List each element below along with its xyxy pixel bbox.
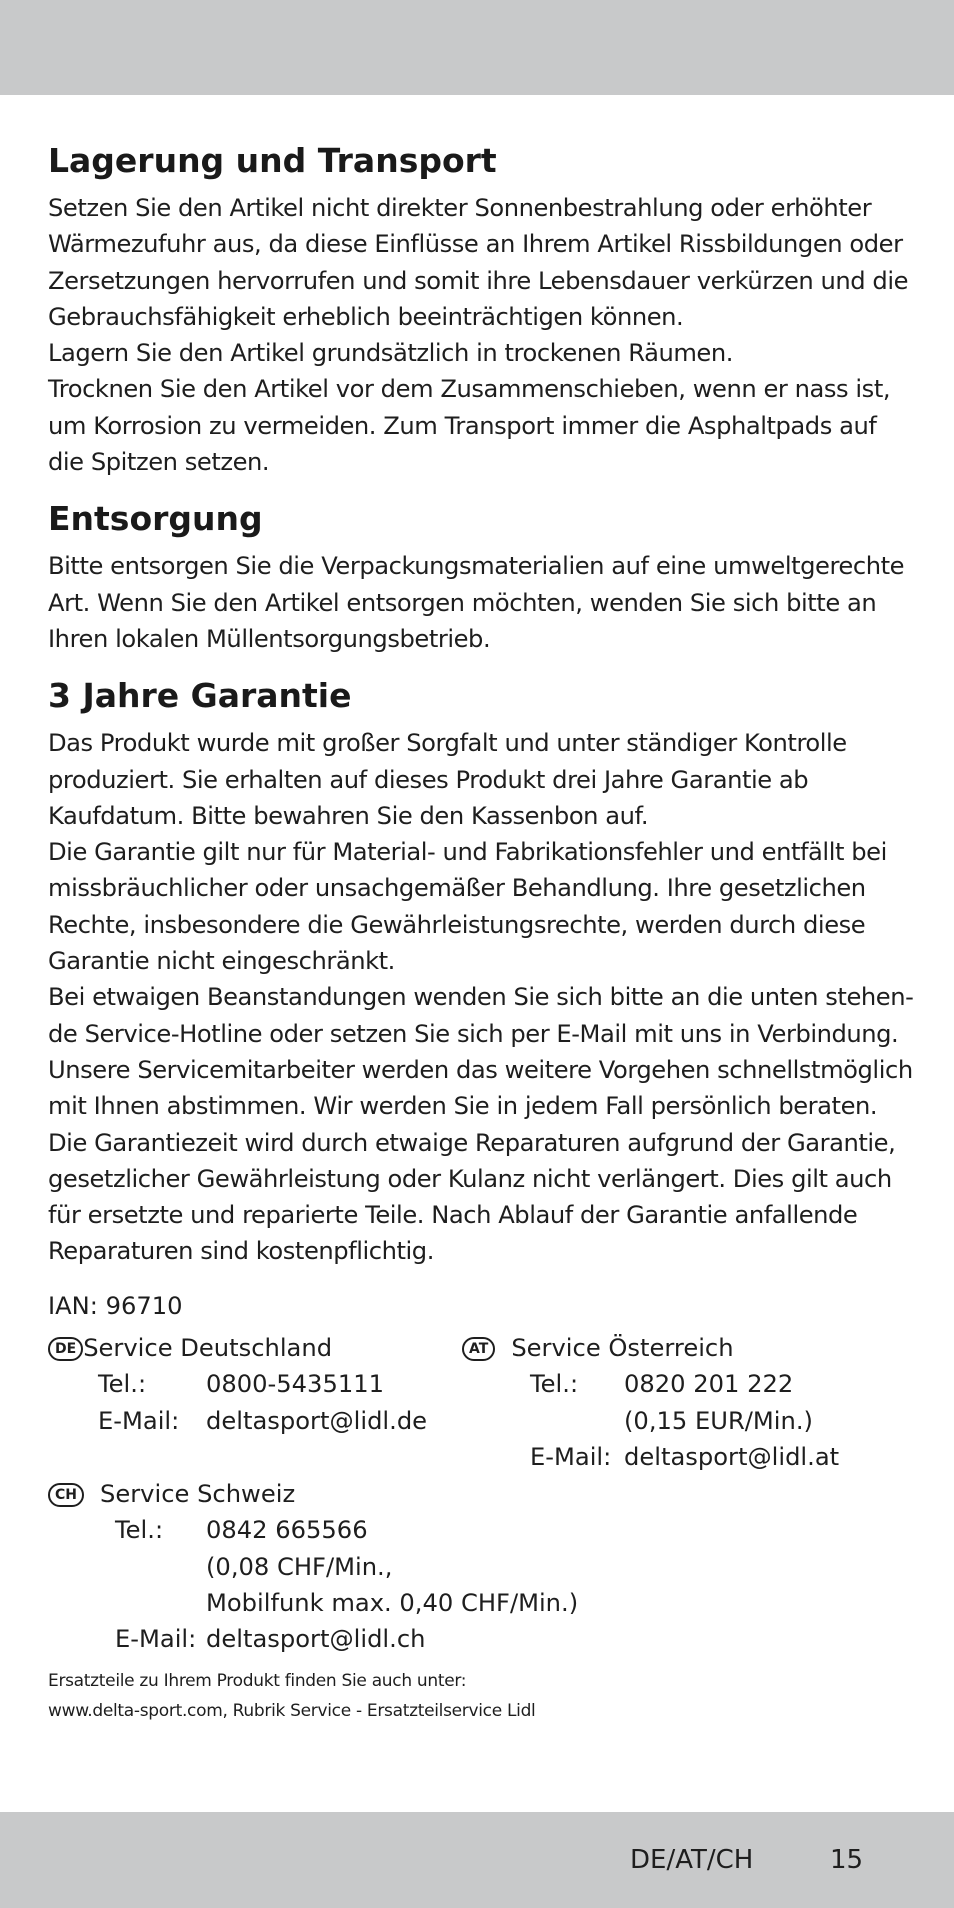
section-body [48,190,918,480]
body-line: Art. Wenn Sie den Artikel entsorgen möchten, wenden Sie sich bitte an [48,588,877,617]
section-heading: 3 Jahre Garantie [48,676,352,716]
email-label: E-Mail: [98,1406,180,1435]
body-line: Unsere Servicemitarbeiter werden das weitere Vorgehen schnellstmöglich [48,1055,913,1084]
tel-label: Tel.: [98,1370,147,1399]
tel-note: (0,15 EUR/Min.) [624,1406,813,1435]
header-band [0,0,954,95]
ch-country-badge-icon: CH [48,1483,84,1507]
service-title: Service Österreich [511,1334,734,1363]
footer-band [0,1812,954,1908]
body-line: Bitte entsorgen Sie die Verpackungsmaterialien auf eine umweltgerechte [48,552,905,581]
tel-number: 0820 201 222 [624,1370,794,1399]
service-germany [48,1330,427,1439]
spare-parts-link: www.delta-sport.com, Rubrik Service - Ersatzteilservice Lidl [48,1701,536,1722]
tel-note-row [48,1549,578,1585]
at-country-badge-icon: AT [462,1337,495,1361]
body-line: Setzen Sie den Artikel nicht direkter Sonnenbestrahlung oder erhöhter [48,194,872,222]
body-line: Bei etwaigen Beanstandungen wenden Sie sich bitte an die unten stehen- [48,983,914,1012]
page-number: 15 [830,1845,864,1875]
body-line: Wärmezufuhr aus, da diese Einflüsse an Ihrem Artikel Rissbildungen oder [48,230,903,259]
page-content [48,140,918,1722]
body-line: missbräuchlicher oder unsachgemäßer Behandlung. Ihre gesetzlichen [48,874,866,903]
email-label: E-Mail: [115,1625,197,1654]
spare-parts-note [48,1666,536,1726]
body-line: Ihren lokalen Müllentsorgungsbetrieb. [48,624,491,653]
email-address: deltasport@lidl.at [624,1442,840,1471]
section-warranty [48,675,918,1269]
tel-row [462,1366,839,1402]
body-line: Reparaturen sind kostenpflichtig. [48,1237,434,1266]
body-line: die Spitzen setzen. [48,448,270,477]
service-title-row [48,1330,427,1366]
section-disposal [48,498,918,657]
tel-note: Mobilfunk max. 0,40 CHF/Min.) [206,1588,579,1617]
body-line: Gebrauchsfähigkeit erheblich beeinträchtigen können. [48,302,684,331]
tel-label: Tel.: [530,1370,579,1399]
body-line: Rechte, insbesondere die Gewährleistungsrechte, werden durch diese [48,910,866,939]
body-line: Trocknen Sie den Artikel vor dem Zusammenschieben, wenn er nass ist, [48,375,891,404]
service-austria [462,1330,839,1475]
body-line: Garantie nicht eingeschränkt. [48,947,395,976]
tel-note-row [48,1585,578,1621]
tel-label: Tel.: [115,1516,164,1545]
body-line: Die Garantie gilt nur für Material- und Fabrikationsfehler und entfällt bei [48,838,887,867]
de-country-badge-icon: DE [48,1337,83,1361]
email-row [48,1403,427,1439]
section-body [48,548,918,657]
footer-countries: DE/AT/CH [630,1845,754,1875]
email-address: deltasport@lidl.de [206,1406,428,1435]
body-line: für ersetzte und reparierte Teile. Nach Ablauf der Garantie anfallende [48,1201,858,1230]
body-line: de Service-Hotline oder setzen Sie sich per E-Mail mit uns in Verbindung. [48,1019,899,1048]
body-line: Das Produkt wurde mit großer Sorgfalt und unter ständiger Kontrolle [48,729,847,758]
body-line: gesetzlicher Gewährleistung oder Kulanz nicht verlängert. Dies gilt auch [48,1164,892,1193]
tel-row [48,1512,578,1548]
body-line: Die Garantiezeit wird durch etwaige Reparaturen aufgrund der Garantie, [48,1128,896,1157]
section-storage [48,140,918,480]
section-heading: Lagerung und Transport [48,141,497,180]
body-line: Lagern Sie den Artikel grundsätzlich in trockenen Räumen. [48,339,733,368]
tel-note: (0,08 CHF/Min., [206,1552,393,1581]
tel-number: 0842 665566 [206,1516,368,1545]
tel-number: 0800-5435111 [206,1370,385,1399]
body-line: Zersetzungen hervorrufen und somit ihre Lebensdauer verkürzen und die [48,266,909,295]
service-title-row [462,1330,839,1366]
body-line: produziert. Sie erhalten auf dieses Produkt drei Jahre Garantie ab [48,765,809,794]
email-label: E-Mail: [530,1442,612,1471]
body-line: mit Ihnen abstimmen. Wir werden Sie in jedem Fall persönlich beraten. [48,1092,878,1121]
email-row [48,1621,578,1657]
tel-note-row [462,1403,839,1439]
service-title: Service Deutschland [83,1334,333,1363]
service-title: Service Schweiz [100,1480,296,1509]
email-address: deltasport@lidl.ch [206,1625,426,1654]
service-switzerland [48,1476,578,1657]
section-heading: Entsorgung [48,499,263,539]
service-contacts [48,1330,918,1722]
service-title-row [48,1476,578,1512]
ian-number: IAN: 96710 [48,1291,183,1320]
spare-parts-line: Ersatzteile zu Ihrem Produkt finden Sie auch unter: [48,1671,467,1692]
body-line: um Korrosion zu vermeiden. Zum Transport immer die Asphaltpads auf [48,411,877,440]
email-row [462,1439,839,1475]
tel-row [48,1366,427,1402]
body-line: Kaufdatum. Bitte bewahren Sie den Kassenbon auf. [48,801,649,830]
section-body [48,725,918,1269]
